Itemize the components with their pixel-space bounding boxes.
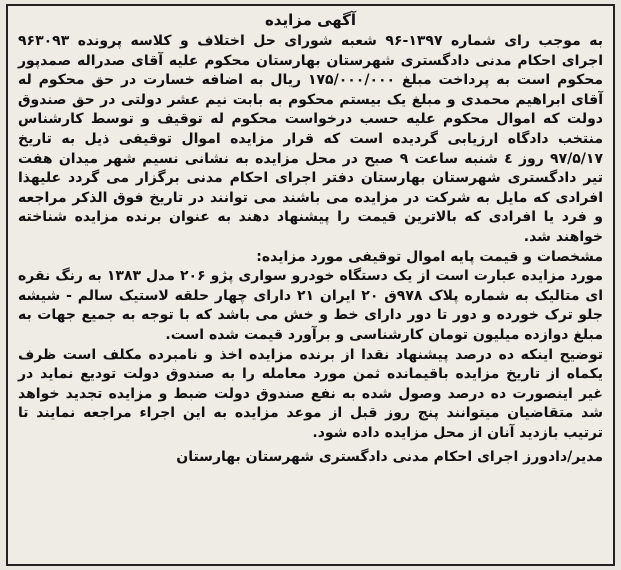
property-specs-heading: مشخصات و قیمت پایه اموال توقیفی مورد مزایده:	[256, 248, 603, 265]
notice-paragraph-vehicle: مورد مزایده عبارت است از یک دستگاه خودرو سواری پژو ۲۰۶ مدل ۱۳۸۳ به رنگ نقره ای متالیک به شماره پلاک ۹۷۸ق ۲۰ ایران ۲۱ دارای چهار حلقه لاستیک سالم - شیشه جلو ترک خورده و دور تا دور دارای خط و خش می باشد که با توجه به جمیع جهات به مبلغ دوازده میلیون تومان کارشناسی و برآورد قیمت شده است.	[18, 268, 604, 343]
notice-paragraph-terms: توضیح اینکه ده درصد پیشنهاد نقدا از برنده مزایده اخذ و نامبرده مکلف است ظرف یکماه از تاریخ مزایده باقیمانده ثمن مورد معامله را به صندوق دولت تودیع نماید در غیر اینصورت ده درصد وصول شده به نفع صندوق دولت ضبط و مزایده تجدید خواهد شد متقاضیان میتوانند پنج روز قبل از موعد مزایده به این اجراء مراجعه نمایند تا ترتیب بازدید آنان از محل مزایده داده شود.	[18, 346, 603, 441]
notice-frame	[6, 4, 615, 566]
notice-paragraph-ruling: به موجب رای شماره ۱۳۹۷-۹۶ شعبه شورای حل اختلاف و کلاسه پرونده ۹۶۳۰۹۳ اجرای احکام مدنی دادگستری شهرستان بهارستان محکوم علیه آقای صدراله صمدپور محکوم است به پرداخت مبلغ ۱۷۵/۰۰۰/۰۰۰ ریال به اضافه خسارت در حق محکوم له آقای ابراهیم محمدی و مبلغ یک بیستم محکوم به بابت نیم عشر دولتی در حق صندوق دولت که اموال محکوم علیه حسب درخواست محکوم له توقیف و توسط کارشناس منتخب دادگاه ارزیابی گردیده است که قرار مزایده اموال توقیفی ذیل به تاریخ ۹۷/۵/۱۷ روز ٤ شنبه ساعت ۹ صبح در محل مزایده به نشانی نسیم شهر میدان هفت تیر دادگستری شهرستان بهارستان دفتر اجرای احکام مدنی برگزار می گردد علیهذا افرادی که مایل به شرکت در مزایده می باشند می توانند در تاریخ فوق الذکر مراجعه و فرد یا افرادی که بالاترین قیمت را پیشنهاد دهند به عنوان برنده مزایده شناخته خواهند شد.	[18, 33, 604, 245]
notice-title: آگهی مزایده	[264, 11, 357, 29]
notice-signature: مدیر/دادورز اجرای احکام مدنی دادگستری شهرستان بهارستان	[176, 449, 603, 466]
